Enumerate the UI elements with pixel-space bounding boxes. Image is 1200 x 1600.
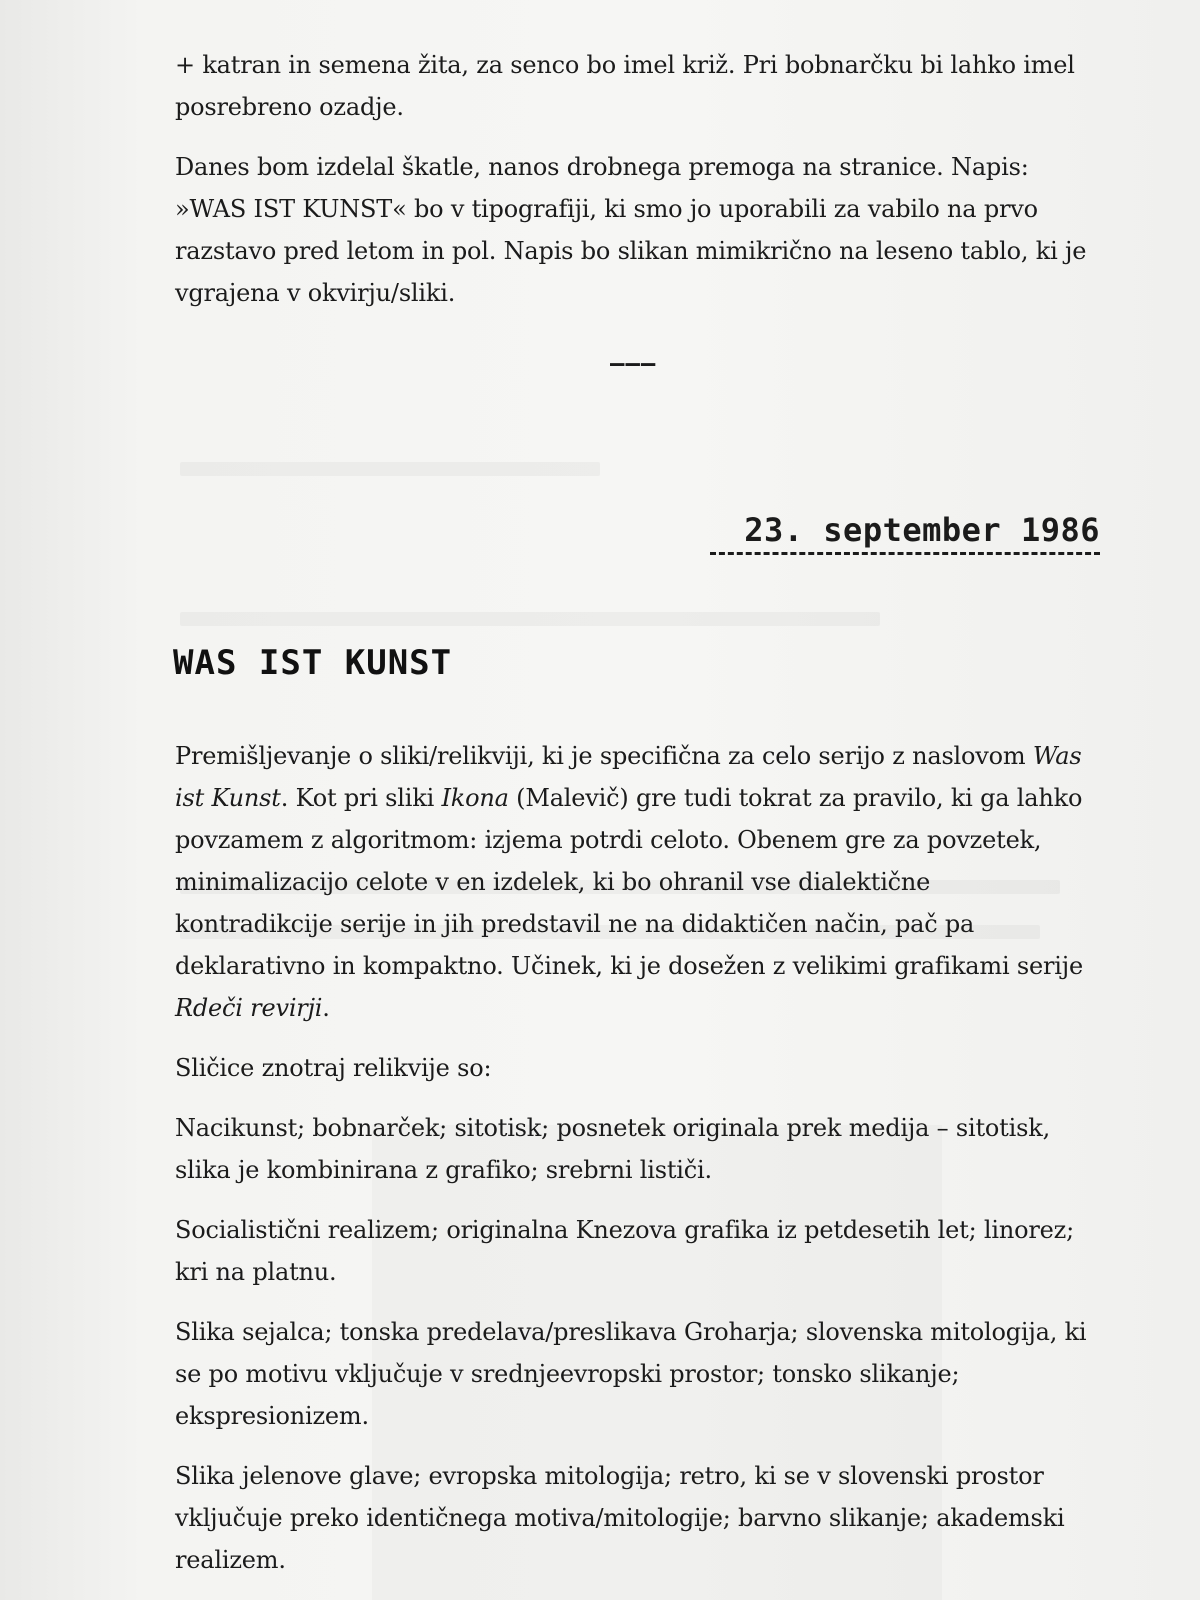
entry-date: 23. september 1986 — [744, 511, 1100, 549]
paragraph: Socialistični realizem; originalna Knezova grafika iz petdesetih let; linorez; kri na platnu. — [175, 1216, 1074, 1286]
paragraph — [175, 735, 1095, 1029]
text-run: Premišljevanje o sliki/relikviji, ki je specifična za celo serijo z naslovom — [175, 742, 1033, 770]
section-separator: ——— — [610, 349, 657, 377]
paragraph: Sličice znotraj relikvije so: — [175, 1054, 492, 1082]
text-run: . — [322, 994, 330, 1022]
paragraph: Danes bom izdelal škatle, nanos drobnega premoga na stranice. Napis: »WAS IST KUNST« bo v tipografiji, ki smo jo uporabili za vabilo na prvo razstavo pred letom in pol. Napis bo slikan mimikrično na leseno tablo, ki je vgrajena v okvirju/sliki. — [175, 153, 1087, 307]
text-run: . Kot pri sliki — [280, 784, 442, 812]
top-section — [175, 44, 1107, 314]
entry-body — [175, 735, 1105, 1581]
paragraph: Nacikunst; bobnarček; sitotisk; posnetek originala prek medija – sitotisk, slika je kombinirana z grafiko; srebrni lističi. — [175, 1114, 1050, 1184]
italic-title: Rdeči revirji — [175, 994, 323, 1022]
show-through-line — [180, 462, 600, 476]
paragraph: Slika sejalca; tonska predelava/preslikava Groharja; slovenska mitologija, ki se po motivu vključuje v srednjeevropski prostor; tonsko slikanje; ekspresionizem. — [175, 1318, 1087, 1430]
entry-heading: WAS IST KUNST — [173, 643, 453, 683]
paragraph: Slika jelenove glave; evropska mitologija; retro, ki se v slovenski prostor vključuje preko identičnega motiva/mitologije; barvno slikanje; akademski realizem. — [175, 1462, 1065, 1574]
italic-title: Ikona — [441, 784, 509, 812]
date-underline — [710, 552, 1100, 555]
paragraph: + katran in semena žita, za senco bo imel križ. Pri bobnarčku bi lahko imel posrebreno ozadje. — [175, 51, 1075, 121]
show-through-line — [180, 612, 880, 626]
text-run: (Malevič) gre tudi tokrat za pravilo, ki ga lahko povzamem z algoritmom: izjema potrdi celoto. Obenem gre za povzetek, minimalizacijo celote v en izdelek, ki bo ohranil vse dialektične kontradikcije serije in jih predstavil ne na didaktičen način, pač pa deklarativno in kompaktno. Učinek, ki je dosežen z velikimi grafikami serije — [175, 784, 1083, 980]
entry-date-block — [710, 512, 1100, 555]
italic-title: Was ist Kunst — [175, 742, 1082, 812]
